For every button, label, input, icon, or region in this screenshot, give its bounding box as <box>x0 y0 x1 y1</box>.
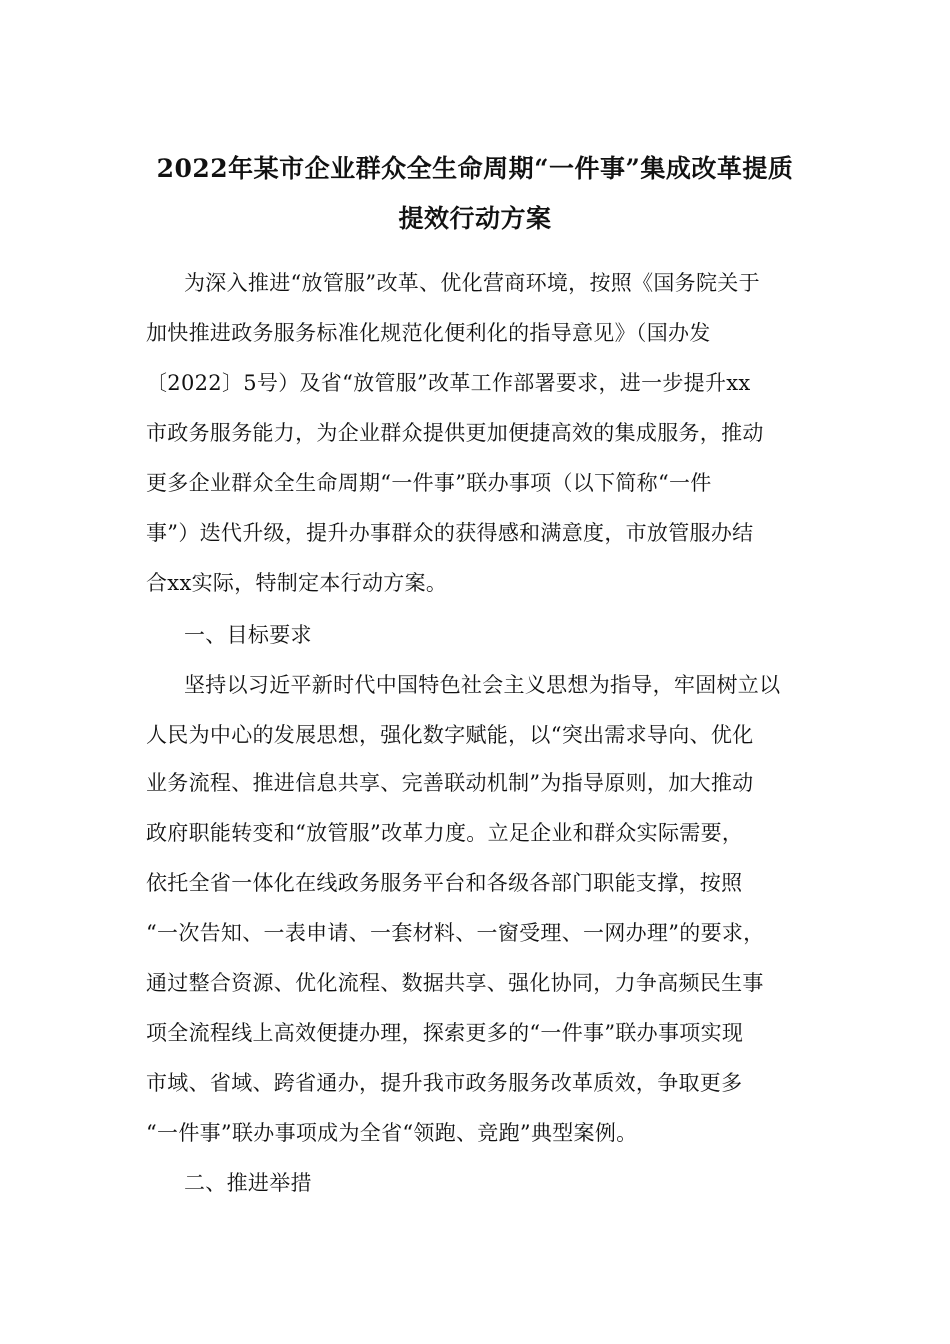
paragraph-line: 更多企业群众全生命周期“一件事”联办事项（以下简称“一件 <box>146 471 712 495</box>
paragraph-line: 坚持以习近平新时代中国特色社会主义思想为指导，牢固树立以 <box>184 673 781 697</box>
document-title-line-1: 2022年某市企业群众全生命周期“一件事”集成改革提质 <box>156 154 794 183</box>
paragraph-line: 项全流程线上高效便捷办理，探索更多的“一件事”联办事项实现 <box>146 1021 744 1045</box>
paragraph-line: 合xx实际，特制定本行动方案。 <box>146 571 448 595</box>
section-heading: 一、目标要求 <box>184 623 312 647</box>
paragraph-line: “一次告知、一表申请、一套材料、一窗受理、一网办理”的要求， <box>146 921 765 945</box>
document-title-line-2: 提效行动方案 <box>398 204 552 233</box>
paragraph-line: 事”）迭代升级，提升办事群众的获得感和满意度，市放管服办结 <box>146 521 754 545</box>
section-heading: 二、推进举措 <box>184 1171 312 1195</box>
paragraph-line: 〔2022〕5号）及省“放管服”改革工作部署要求，进一步提升xx <box>146 371 751 395</box>
paragraph-line: 依托全省一体化在线政务服务平台和各级各部门职能支撑，按照 <box>146 871 743 895</box>
paragraph-line: 人民为中心的发展思想，强化数字赋能，以“突出需求导向、优化 <box>146 723 754 747</box>
paragraph-line: 市域、省域、跨省通办，提升我市政务服务改革质效，争取更多 <box>146 1071 743 1095</box>
paragraph-line: 市政务服务能力，为企业群众提供更加便捷高效的集成服务，推动 <box>146 421 764 445</box>
paragraph-line: 加快推进政务服务标准化规范化便利化的指导意见》（国办发 <box>146 321 711 345</box>
paragraph-line: 通过整合资源、优化流程、数据共享、强化协同，力争高频民生事 <box>146 971 764 995</box>
paragraph-line: “一件事”联办事项成为全省“领跑、竞跑”典型案例。 <box>146 1121 638 1145</box>
paragraph-line: 政府职能转变和“放管服”改革力度。立足企业和群众实际需要， <box>146 821 744 845</box>
paragraph-line: 业务流程、推进信息共享、完善联动机制”为指导原则，加大推动 <box>146 771 754 795</box>
paragraph-line: 为深入推进“放管服”改革、优化营商环境，按照《国务院关于 <box>184 271 760 295</box>
